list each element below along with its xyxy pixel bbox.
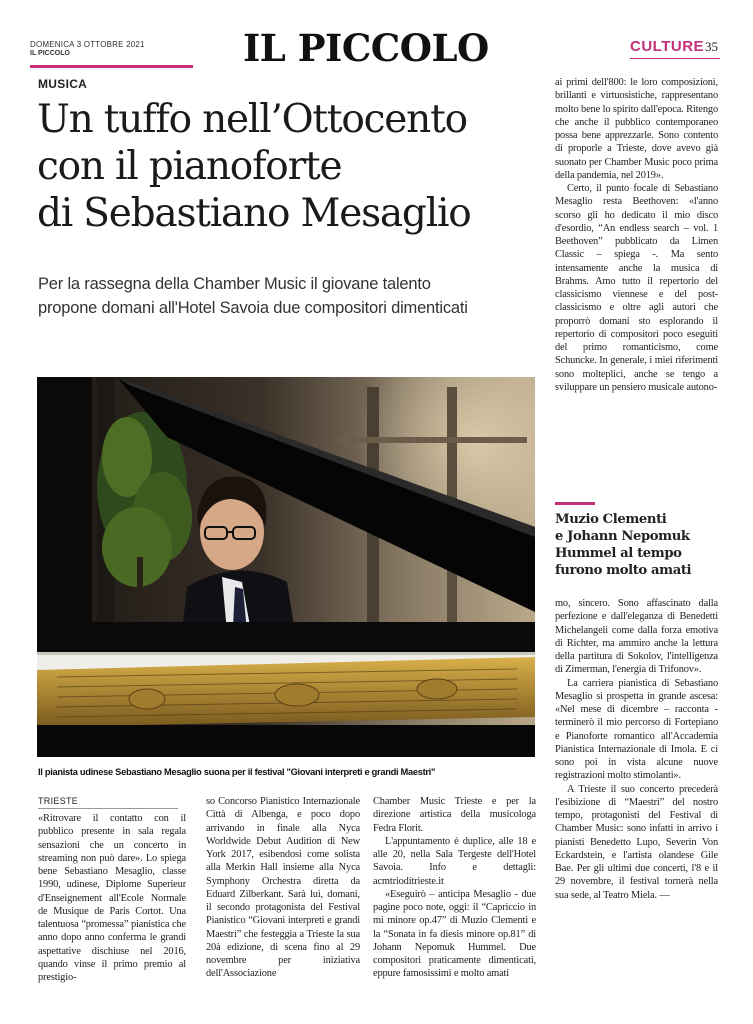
body-column-1 — [38, 812, 186, 1022]
body-paragraph: so Concorso Pianistico Internazionale Città di Albenga, e poco dopo arrivando in finale alla Nyca Worldwide Debut Audition di New York 2017, esibendosi come solista alla Merkin Hall insieme alla Nyca Symphony Orchestra diretta da Eduard Zilberkant. Sarà lui, domani, il secondo protagonista del Festival Pianistico “Giovani interpreti e grandi Maestri” che festeggia a Trieste la sua 20à edizione, di scena fino al 29 novembre per iniziativa dell'Associazione — [206, 796, 360, 980]
body-paragraph: La carriera pianistica di Sebastiano Mesaglio si prospetta in grande ascesa: «Nel mese di dicembre – racconta - terminerò il mio percorso di Fortepiano e Pianoforte romantico all'Accademia Pianistica Internazionale di Imola. E ci sono poi in vista alcune nuove registrazioni molto stimolanti». — [555, 677, 718, 782]
pullquote — [555, 511, 715, 579]
subheadline — [38, 272, 558, 320]
piano-body — [37, 622, 535, 652]
subheadline-line-1: Per la rassegna della Chamber Music il giovane talento — [38, 275, 431, 293]
body-column-2 — [206, 795, 360, 1022]
subheadline-line-2: propone domani all'Hotel Savoia due compositori dimenticati — [38, 299, 468, 317]
body-paragraph: Chamber Music Trieste e per la direzione artistica della musicologa Fedra Florit. — [373, 796, 536, 834]
body-paragraph: L'appuntamento è duplice, alle 18 e alle 20, nella Sala Tergeste dell'Hotel Savoia. Info e dettagli: acmtriodítrieste.it — [373, 835, 536, 887]
header-date: DOMENICA 3 OTTOBRE 2021 — [30, 40, 145, 49]
headline — [37, 96, 537, 237]
pullquote-line-1: Muzio Clementi — [555, 512, 667, 527]
body-paragraph: ai primi dell'800: le loro composizioni, brillanti e virtuosistiche, rappresentano molto bene lo spirito dall'epoca. Ritengo che anche il pubblico contemporaneo possa bene apprezzarle. Sono contento di proporle a Trieste, dove avevo già suonato per Chamber Music poco prima della pandemia, nel 2019». — [555, 77, 718, 181]
body-paragraph: Certo, il punto focale di Sebastiano Mesaglio resta Beethoven: «l'anno scorso gli ho dedicato il mio disco d'esordio, “An endless search – vol. 1 Beethoven” pubblicato da Limen Classic – spiega -. Ma sento intensamente anche la musica di Brahms. Amo tutto il repertorio del classicismo viennese e del post-classicismo e oltre agli autori che proporrò domani sto esplorando il repertorio di compositori poco eseguiti del primo romanticismo, come Schuncke. In generale, i miei riferimenti sono molteplici, anche se tengo a sviluppare un pensiero musicale autono- — [555, 183, 718, 393]
body-paragraph: mo, sincero. Sono affascinato dalla perfezione e dall'eleganza di Benedetti Michelangeli come dalla forza emotiva di Richter, ma ammiro anche la lettura della partitura di Sokolov, l'intelligenza di Zimerman, l'energia di Trifonov». — [555, 598, 718, 676]
headline-line-1: Un tuffo nell’Ottocento — [37, 97, 467, 142]
pullquote-accent-rule — [555, 502, 595, 505]
page-number: 35 — [705, 39, 718, 54]
kicker: MUSICA — [38, 77, 88, 91]
body-paragraph: «Eseguirò – anticipa Mesaglio - due pagine poco note, oggi: il “Capriccio in mi minore op.47” di Muzio Clementi e la “Sonata in fa diesis minore op.81” di Johann Nepomuk Hummel. Due compositori praticamente dimenticati, eppure famosissimi e molto amati — [373, 888, 536, 980]
masthead: IL PICCOLO — [243, 26, 489, 70]
section-name: CULTURE — [630, 38, 705, 55]
dateline-rule — [38, 808, 178, 809]
pianist-photo-illustration — [37, 377, 535, 757]
body-column-3 — [373, 795, 536, 1022]
pullquote-line-4: furono molto amati — [555, 563, 692, 578]
dateline: TRIESTE — [38, 796, 79, 806]
header-paper-name-small: IL PICCOLO — [30, 50, 70, 57]
body-column-4-bottom — [555, 597, 718, 1022]
body-paragraph: A Trieste il suo concerto precederà l'esibizione di “Maestri” del nostro tempo, protagonisti del Festival di Chamber Music: sono infatti in arrivo i pianisti Benedetto Lupo, Severin Von Eckardstein, e l'artista olandese Gile Bae. Per gli ultimi due concerti, l'8 e il 29 novembre, il festival tornerà nella sua sede, al Teatro Miela. — — [555, 783, 718, 901]
header-accent-rule-left — [30, 65, 193, 68]
photo-caption: Il pianista udinese Sebastiano Mesaglio suona per il festival "Giovani interpreti e grandi Maestri" — [38, 767, 436, 777]
body-paragraph: «Ritrovare il contatto con il pubblico presente in sala regala sensazioni che un concerto in streaming non può dare». Lo spiega bene Sebastiano Mesaglio, classe 1990, udinese, Diplome Superieur d'Enseignement all'Ecole Normale de Musique de Paris Cortot. Una talentuosa “promessa” pianistica che anno dopo anno conferma le grandi aspettative dischiuse nel 2016, quando vinse il primo premio al prestigio- — [38, 813, 186, 983]
pullquote-line-2: e Johann Nepomuk — [555, 529, 690, 544]
body-column-4-top — [555, 76, 718, 490]
pullquote-line-3: Hummel al tempo — [555, 546, 682, 561]
headline-line-2: con il pianoforte — [37, 144, 342, 189]
headline-line-3: di Sebastiano Mesaglio — [37, 191, 471, 236]
header-accent-rule-right — [630, 58, 720, 59]
article-photo — [37, 377, 535, 757]
